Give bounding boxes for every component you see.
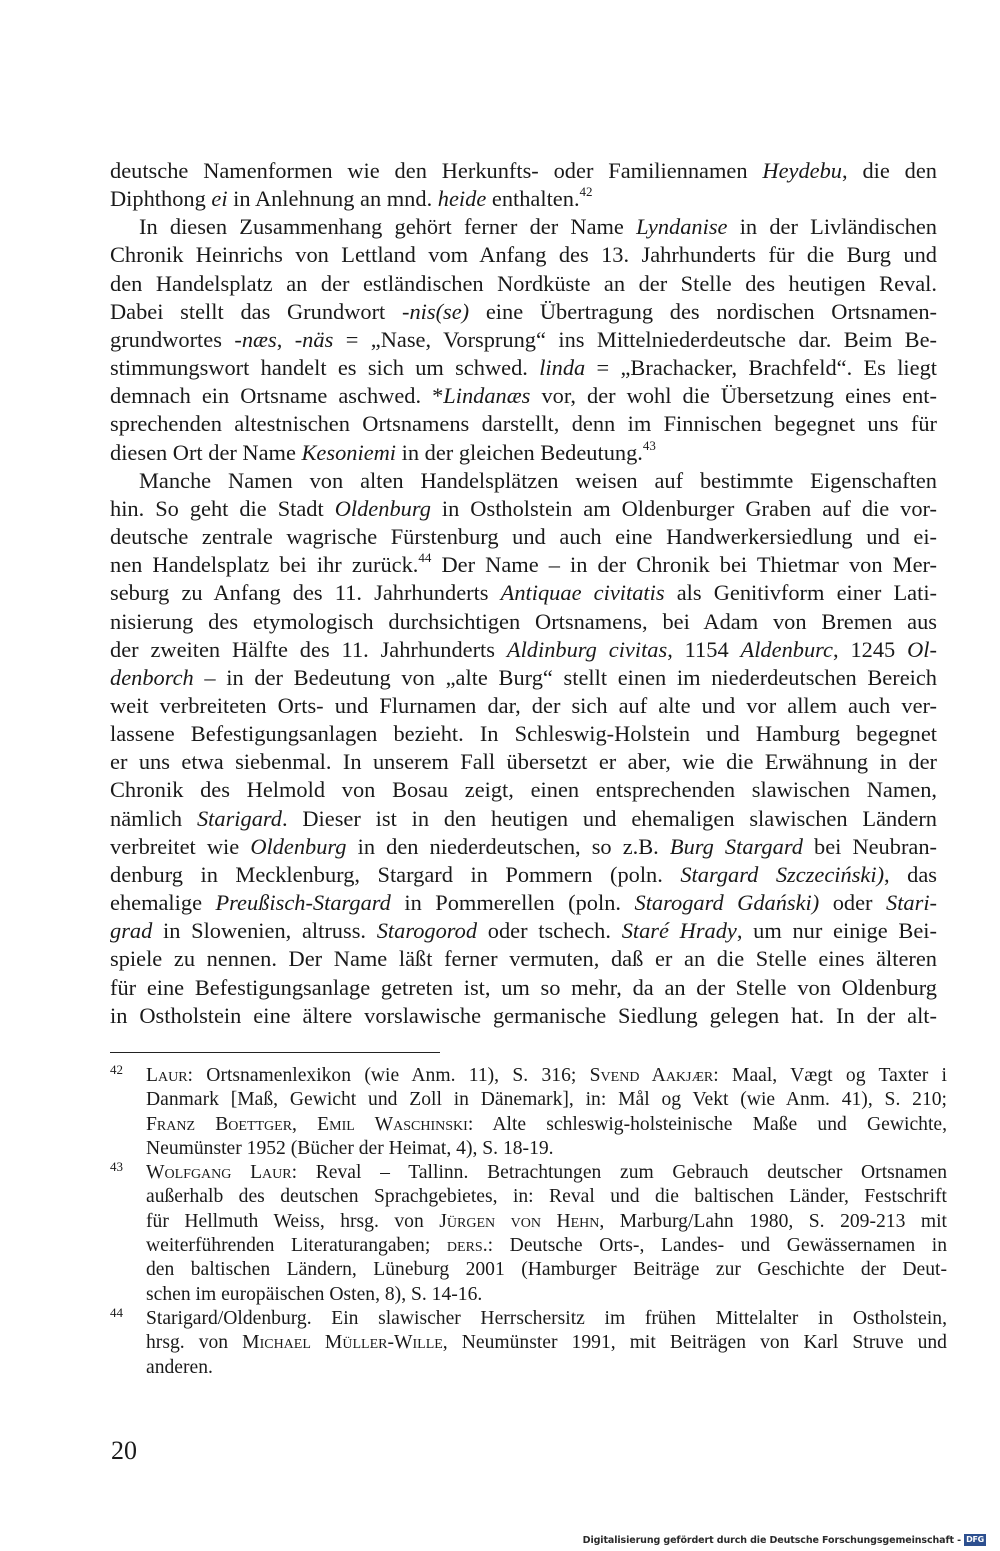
text-line: Diphthong ei in Anlehnung an mnd. heide enthalten.$^{42}$ bbox=[110, 184, 593, 212]
footnotes bbox=[110, 1064, 947, 1380]
digitization-credit bbox=[583, 1533, 986, 1547]
text-line: grad in Slowenien, altruss. Starogorod oder tschech. Staré Hrady, um nur einige Bei- bbox=[110, 918, 937, 944]
text-line: ehemalige Preußisch-Stargard in Pommerellen (poln. Starogard Gdański) oder Stari- bbox=[110, 890, 938, 916]
text-line: nämlich Starigard. Dieser ist in den heutigen und ehemaligen slawischen Ländern bbox=[110, 805, 937, 831]
footnote-number: 43 bbox=[110, 1159, 123, 1175]
text-line: nen Handelsplatz bei ihr zurück.$^{44}$ Der Name – in der Chronik bei Thietmar von Mer- bbox=[110, 550, 937, 578]
text-line: weit verbreiteten Orts- und Flurnamen dar, der sich auf alte und vor allem auch ver- bbox=[110, 692, 937, 718]
text-line: deutsche zentrale wagrische Fürstenburg und auch eine Handwerkersiedlung und ei- bbox=[110, 524, 937, 550]
text-line: Dabei stellt das Grundwort -nis(se) eine Übertragung des nordischen Ortsnamen- bbox=[110, 298, 937, 324]
text-line: deutsche Namenformen wie den Herkunfts- oder Familiennamen Heydebu, die den bbox=[110, 158, 937, 183]
text-line: stimmungswort handelt es sich um schwed. linda = „Brachacker, Brachfeld“. Es liegt bbox=[110, 355, 937, 381]
footnote-number: 44 bbox=[110, 1304, 123, 1320]
footnote-line: Laur: Ortsnamenlexikon (wie Anm. 11), S. 316; Svend Aakjær: Maal, Vægt og Taxter i bbox=[146, 1065, 947, 1086]
text-line: den Handelsplatz an der estländischen Nordküste an der Stelle des heutigen Reval. bbox=[110, 270, 937, 296]
footnote-separator bbox=[110, 1052, 440, 1053]
footnote-number: 42 bbox=[110, 1062, 123, 1077]
footnote-line: Neumünster 1952 (Bücher der Heimat, 4), S. 18-19. bbox=[146, 1137, 554, 1159]
footnote-line: weiterführenden Literaturangaben; ders.: Deutsche Orts-, Landes- und Gewässernamen in bbox=[146, 1235, 947, 1257]
text-line: denburg in Mecklenburg, Stargard in Pommern (poln. Stargard Szczeciński), das bbox=[110, 861, 937, 887]
footnote-43 bbox=[110, 1161, 947, 1307]
text-line: in Ostholstein eine ältere vorslawische germanische Siedlung gelegen hat. In der alt- bbox=[110, 1002, 937, 1028]
footnote-line: anderen. bbox=[146, 1356, 213, 1378]
text-line: sprechenden altestnischen Ortsnamens darstellt, denn im Finnischen begegnet uns für bbox=[110, 411, 937, 437]
text-line: verbreitet wie Oldenburg in den niederdeutschen, so z.B. Burg Stargard bei Neubran- bbox=[110, 833, 937, 859]
footnote-line: hrsg. von Michael Müller-Wille, Neumünster 1991, mit Beiträgen von Karl Struve und bbox=[146, 1332, 947, 1354]
text-line: nisierung des etymologisch durchsichtigen Ortsnamens, bei Adam von Bremen aus bbox=[110, 608, 937, 634]
text-line: Chronik Heinrichs von Lettland vom Anfang des 13. Jahrhunderts für die Burg und bbox=[110, 242, 937, 268]
footnote-line: für Hellmuth Weiss, hrsg. von Jürgen von Hehn, Marburg/Lahn 1980, S. 209-213 mit bbox=[146, 1210, 947, 1232]
credit-text: Digitalisierung gefördert durch die Deutsche Forschungsgemeinschaft - bbox=[582, 1534, 961, 1546]
footnote-line: Franz Boettger, Emil Waschinski: Alte schleswig-holsteinische Maße und Gewichte, bbox=[146, 1113, 947, 1135]
text-line: denborch – in der Bedeutung von „alte Burg“ stellt einen im niederdeutschen Bereich bbox=[110, 664, 937, 690]
text-line: hin. So geht die Stadt Oldenburg in Ostholstein am Oldenburger Graben auf die vor- bbox=[110, 495, 938, 521]
footnote-line: Danmark [Maß, Gewicht und Zoll in Dänemark], in: Mål og Vekt (wie Anm. 41), S. 210; bbox=[146, 1089, 947, 1111]
text-line: Chronik des Helmold von Bosau zeigt, einen entsprechenden slawischen Namen, bbox=[110, 777, 937, 803]
text-line: für eine Befestigungsanlage getreten ist, um so mehr, da an der Stelle von Oldenburg bbox=[110, 974, 937, 1000]
footnote-line: Starigard/Oldenburg. Ein slawischer Herrschersitz im frühen Mittelalter in Ostholstein, bbox=[146, 1307, 947, 1329]
text-line: der zweiten Hälfte des 11. Jahrhunderts Aldinburg civitas, 1154 Aldenburc, 1245 Ol- bbox=[110, 636, 937, 662]
footnote-line: den baltischen Ländern, Lüneburg 2001 (Hamburger Beiträge zur Geschichte der Deut- bbox=[146, 1259, 947, 1281]
dfg-logo-icon: DFG bbox=[964, 1534, 986, 1546]
text-line: demnach ein Ortsname aschwed. *Lindanæs vor, der wohl die Übersetzung eines ent- bbox=[110, 383, 937, 409]
footnote-line: Wolfgang Laur: Reval – Tallinn. Betrachtungen zum Gebrauch deutscher Ortsnamen bbox=[146, 1162, 947, 1184]
footnote-line: außerhalb des deutschen Sprachgebietes, in: Reval und die baltischen Länder, Festschrift bbox=[146, 1186, 947, 1208]
text-line: Manche Namen von alten Handelsplätzen weisen auf bestimmte Eigenschaften bbox=[139, 467, 937, 493]
footnote-line: schen im europäischen Osten, 8), S. 14-16. bbox=[146, 1283, 483, 1305]
text-line: spiele zu nennen. Der Name läßt ferner vermuten, daß er an die Stelle eines älteren bbox=[110, 946, 937, 972]
text-line: diesen Ort der Name Kesoniemi in der gleichen Bedeutung.$^{43}$ bbox=[110, 437, 656, 465]
page-number: 20 bbox=[111, 1436, 137, 1465]
footnote-44 bbox=[110, 1304, 947, 1380]
text-line: er uns etwa siebenmal. In unserem Fall übersetzt er aber, wie die Erwähnung in der bbox=[110, 749, 937, 775]
text-line: grundwortes -næs, -näs = „Nase, Vorsprung“ ins Mittelniederdeutsche dar. Beim Be- bbox=[110, 326, 937, 352]
text-line: In diesen Zusammenhang gehört ferner der Name Lyndanise in der Livländischen bbox=[139, 214, 937, 240]
footnote-42 bbox=[110, 1064, 947, 1161]
text-line: lassene Befestigungsanlagen bezieht. In Schleswig-Holstein und Hamburg begegnet bbox=[110, 721, 937, 747]
body-text bbox=[110, 157, 937, 1030]
text-line: seburg zu Anfang des 11. Jahrhunderts Antiquae civitatis als Genitivform einer Lati- bbox=[110, 580, 937, 606]
